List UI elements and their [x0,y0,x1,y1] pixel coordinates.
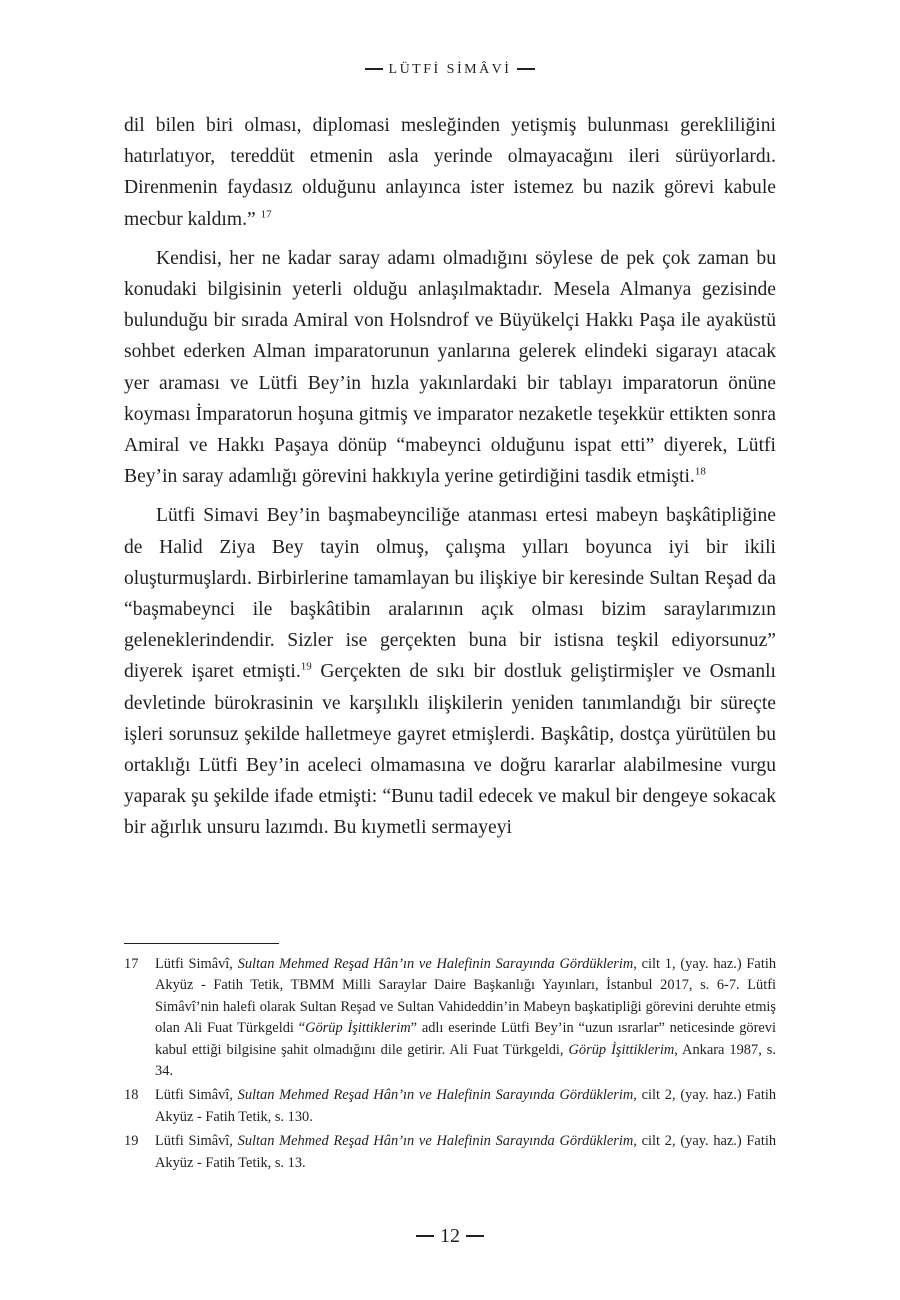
footnote-text [155,1131,776,1174]
footnote-detail: , cilt 2, (yay. haz.) Fatih Akyüz - Fatih Tetik, s. 13. [155,1133,777,1171]
footnote-book-title: Sultan Mehmed Reşad Hân’ın ve Halefinin Sarayında Gördüklerim [237,956,634,972]
paragraph-3-text-b: Gerçekten de sıkı bir dostluk geliştirmişler ve Osmanlı devletinde bürokrasinin ve karşılıklı ilişkilerin yeniden tanımlandığı bir süreçte işleri sorunsuz şekilde halletmeye gayret etmişlerdi. Başkâtip, dostça yürütülen bu ortaklığı Lütfi Bey’in aceleci olmamasına ve doğru kararlar alabilmesine vurgu yaparak şu şekilde ifade etmişti: “Bunu tadil edecek ve makul bir dengeye sokacak bir ağırlık unsuru lazımdı. Bu kıymetli sermayeyi [124,661,776,839]
paragraph-1 [124,110,776,235]
footnote-18 [124,1085,776,1128]
footnote-separator [124,943,279,944]
footnote-book-title: Sultan Mehmed Reşad Hân’ın ve Halefinin Sarayında Gördüklerim [237,1087,634,1104]
paragraph-2-text: Kendisi, her ne kadar saray adamı olmadığını söylese de pek çok zaman bu konudaki bilgisinin yeterli olduğu anlaşılmaktadır. Mesela Almanya gezisinde bulunduğu bir sırada Amiral von Holsndrof ve Büyükelçi Hakkı Paşa ile ayaküstü sohbet ederken Alman imparatorunun yanlarına gelerek elindeki sigarayı atacak yer araması ve Lütfi Bey’in hızla yakınlardaki bir tablayı imparatorun önüne koyması İmparatorun hoşuna gitmiş ve imparator nezaketle teşekkür ettikten sonra Amiral ve Hakkı Paşaya dönüp “mabeynci olduğunu ispat etti” diyerek, Lütfi Bey’in saray adamlığı görevini hakkıyla yerine getirdiğini tasdik etmişti. [124,247,776,488]
footnote-number: 18 [124,1087,139,1104]
paragraph-3-text-a: Lütfi Simavi Bey’in başmabeynciliğe atanması ertesi mabeyn başkâtipliğine de Halid Ziya Bey tayin olmuş, çalışma yılları boyunca iyi bir ikili oluşturmuşlardı. Birbirlerine tamamlayan bu ilişkiye bir keresinde Sultan Reşad da “başmabeynci ile başkâtibin aralarının açık olması bizim saraylarımızın geleneklerindendir. Sizler ise gerçekten buna bir istisna teşkil ediyorsunuz” diyerek işaret etmişti. [124,505,776,683]
footnote-text [155,954,776,1082]
footnote-ref-18: 18 [694,465,706,478]
page-number-value: 12 [440,1225,460,1247]
paragraph-1-text: dil bilen biri olması, diplomasi mesleğinden yetişmiş bulunması gerekliliğini hatırlatıyor, tereddüt etmenin asla yerinde olmayacağını ileri sürüyorlardı. Direnmenin faydasız olduğunu anlayınca ister istemez bu nazik görevi kabule mecbur kaldım.” [124,115,776,230]
footnote-number: 19 [124,1133,139,1150]
running-header [0,60,900,80]
header-left-dash [365,68,383,70]
footnote-book-title: Görüp İşittiklerim [568,1041,675,1058]
header-right-dash [517,68,535,70]
page-number [0,1224,900,1248]
footnote-book-title: Sultan Mehmed Reşad Hân’ın ve Halefinin Sarayında Gördüklerim [237,1133,634,1150]
footnote-detail: , cilt 1, (yay. haz.) Fatih Akyüz - Fatih Tetik, TBMM Milli Saraylar Daire Başkanlığı Yayınları, İstanbul 2017, s. 6-7. Lütfi Simâvî’nin halefi olarak Sultan Reşad ve Sultan Vahideddin’in Mabeyn başkatipliği görevini deruhte etmiş olan Ali Fuat Türkgeldi “ [155,956,777,1037]
footnote-detail: , Ankara 1987, s. 34. [155,1041,776,1080]
footnote-17 [124,954,776,1082]
footnote-detail: ” adlı eserinde Lütfi Bey’in “uzun ısrarlar” neticesinde görevi kabul ettiği bilgisine şahit olmadığını dile getirir. Ali Fuat Türkgeldi, [155,1020,776,1058]
footnote-author: Lütfi Simâvî, [155,1133,238,1150]
header-title: LÜTFİ SİMÂVİ [388,62,512,77]
paragraph-3 [124,500,776,843]
footnote-19 [124,1131,776,1174]
footnote-number: 17 [124,956,139,972]
paragraph-2 [124,243,776,493]
footnotes [124,954,776,1177]
page-number-left-dash [416,1235,434,1237]
footnote-ref-19: 19 [300,660,312,673]
footnote-book-title: Görüp İşittiklerim [305,1020,411,1037]
page-number-right-dash [466,1235,484,1237]
footnote-ref-17: 17 [260,208,272,221]
footnote-detail: , cilt 2, (yay. haz.) Fatih Akyüz - Fatih Tetik, s. 130. [155,1087,777,1125]
footnote-author: Lütfi Simâvî, [155,956,238,972]
footnote-text [155,1085,776,1128]
body-text [124,110,776,844]
footnote-author: Lütfi Simâvî, [155,1087,238,1104]
